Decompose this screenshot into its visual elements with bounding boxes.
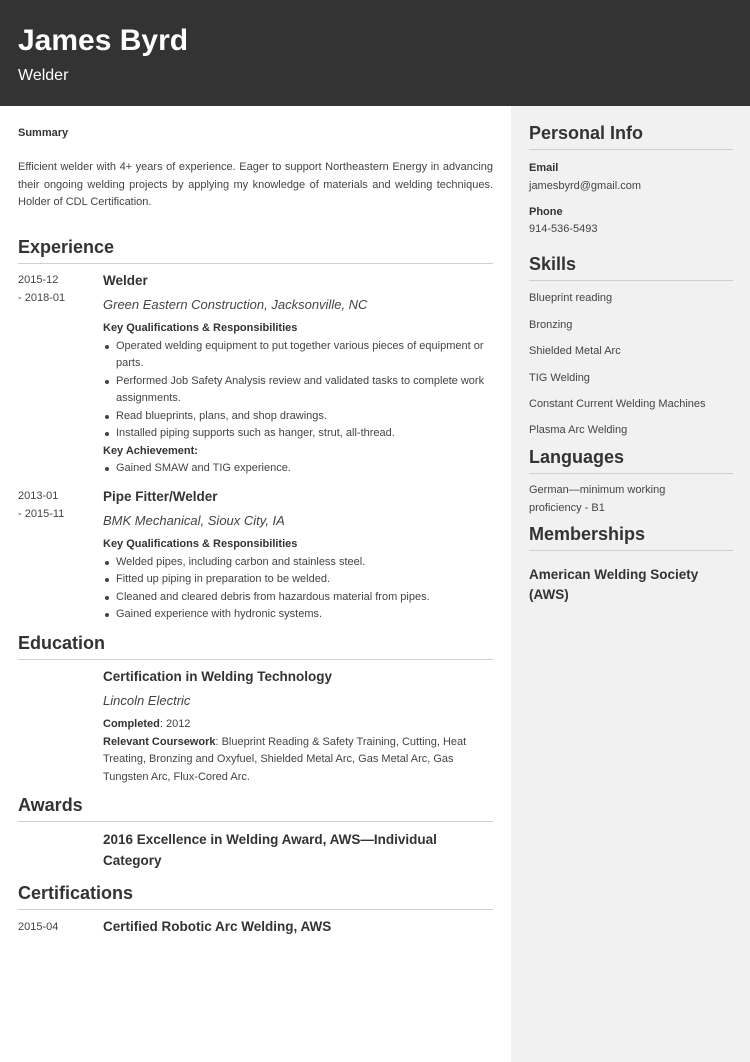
personal-info-heading: Personal Info: [529, 122, 733, 150]
job-2: [103, 488, 493, 624]
skill-item: TIG Welding: [529, 372, 590, 384]
list-item: Fitted up piping in preparation to be welded.: [103, 571, 493, 589]
education-completed: [103, 716, 493, 734]
job-2-company: BMK Mechanical, Sioux City, IA: [103, 513, 285, 528]
job-2-dates: [18, 488, 88, 523]
certification-date: 2015-04: [18, 921, 59, 933]
main-column: [0, 106, 511, 1062]
education-heading: Education: [18, 632, 493, 660]
education-coursework-value: : Blueprint Reading & Safety Training, Cutting, Heat Treating, Bronzing and Oxyfuel, Shielded Metal Arc, Gas Metal Arc, Gas Tungsten Arc, Flux-Cored Arc.: [103, 735, 467, 783]
membership-item: American Welding Society (AWS): [529, 567, 699, 602]
sidebar: [511, 106, 750, 1062]
email-label: Email: [529, 162, 559, 174]
job-1-date-end: - 2018-01: [18, 291, 66, 304]
job-1-title: Welder: [103, 273, 148, 288]
education-degree: Certification in Welding Technology: [103, 669, 333, 684]
job-2-title: Pipe Fitter/Welder: [103, 489, 218, 504]
email-value: jamesbyrd@gmail.com: [529, 180, 642, 192]
list-item: Read blueprints, plans, and shop drawings.: [103, 408, 493, 426]
candidate-name: James Byrd: [18, 24, 189, 57]
skill-item: Blueprint reading: [529, 292, 613, 304]
award-entry: [103, 829, 463, 871]
job-2-bullets: [103, 554, 493, 624]
job-1: [103, 272, 493, 478]
education-coursework-label: Relevant Coursework: [103, 735, 216, 748]
job-1-dates: [18, 272, 88, 307]
phone-label: Phone: [529, 206, 563, 218]
list-item: Operated welding equipment to put together various pieces of equipment or parts.: [103, 338, 493, 373]
summary-text: Efficient welder with 4+ years of experience. Eager to support Northeastern Energy in advancing their ongoing welding projects by applying my knowledge of materials and welding techniques. Holder of CDL Certification.: [18, 161, 493, 208]
resume-header: [0, 0, 750, 106]
skill-item: Plasma Arc Welding: [529, 424, 628, 436]
certifications-heading: Certifications: [18, 882, 493, 910]
job-1-company: Green Eastern Construction, Jacksonville, NC: [103, 297, 368, 312]
award-title: 2016 Excellence in Welding Award, AWS—Individual Category: [103, 832, 437, 868]
job-2-qual-label: Key Qualifications & Responsibilities: [103, 538, 298, 550]
list-item: Gained experience with hydronic systems.: [103, 606, 493, 624]
certification-title: Certified Robotic Arc Welding, AWS: [103, 919, 332, 934]
job-1-bullets: [103, 338, 493, 443]
experience-heading: Experience: [18, 236, 493, 264]
list-item: Gained SMAW and TIG experience.: [103, 460, 493, 478]
education-completed-label: Completed: [103, 718, 160, 730]
job-2-date-start: 2013-01: [18, 490, 59, 502]
phone-value: 914-536-5493: [529, 223, 598, 235]
skills-heading: Skills: [529, 253, 733, 281]
job-1-qual-label: Key Qualifications & Responsibilities: [103, 322, 298, 334]
education-coursework: [103, 734, 493, 787]
list-item: Installed piping supports such as hanger, strut, all-thread.: [103, 425, 493, 443]
summary-label: Summary: [18, 127, 69, 139]
skill-item: Bronzing: [529, 319, 573, 331]
job-1-achievements: [103, 460, 493, 478]
skill-item: Constant Current Welding Machines: [529, 398, 706, 410]
job-2-date-end: - 2015-11: [18, 507, 65, 520]
certification-entry: [103, 918, 493, 936]
job-1-achievement-label: Key Achievement:: [103, 444, 198, 457]
languages-heading: Languages: [529, 446, 733, 474]
candidate-role: Welder: [18, 67, 69, 84]
education-school: Lincoln Electric: [103, 693, 191, 708]
memberships-heading: Memberships: [529, 523, 733, 551]
education-completed-value: : 2012: [159, 718, 191, 730]
education-entry: [103, 668, 493, 786]
list-item: Cleaned and cleared debris from hazardous material from pipes.: [103, 589, 493, 607]
list-item: Performed Job Safety Analysis review and validated tasks to complete work assignments.: [103, 373, 493, 408]
list-item: Welded pipes, including carbon and stainless steel.: [103, 554, 493, 572]
awards-heading: Awards: [18, 794, 493, 822]
language-item: German—minimum working proficiency - B1: [529, 484, 666, 514]
job-1-date-start: 2015-12: [18, 274, 59, 286]
skill-item: Shielded Metal Arc: [529, 345, 621, 357]
